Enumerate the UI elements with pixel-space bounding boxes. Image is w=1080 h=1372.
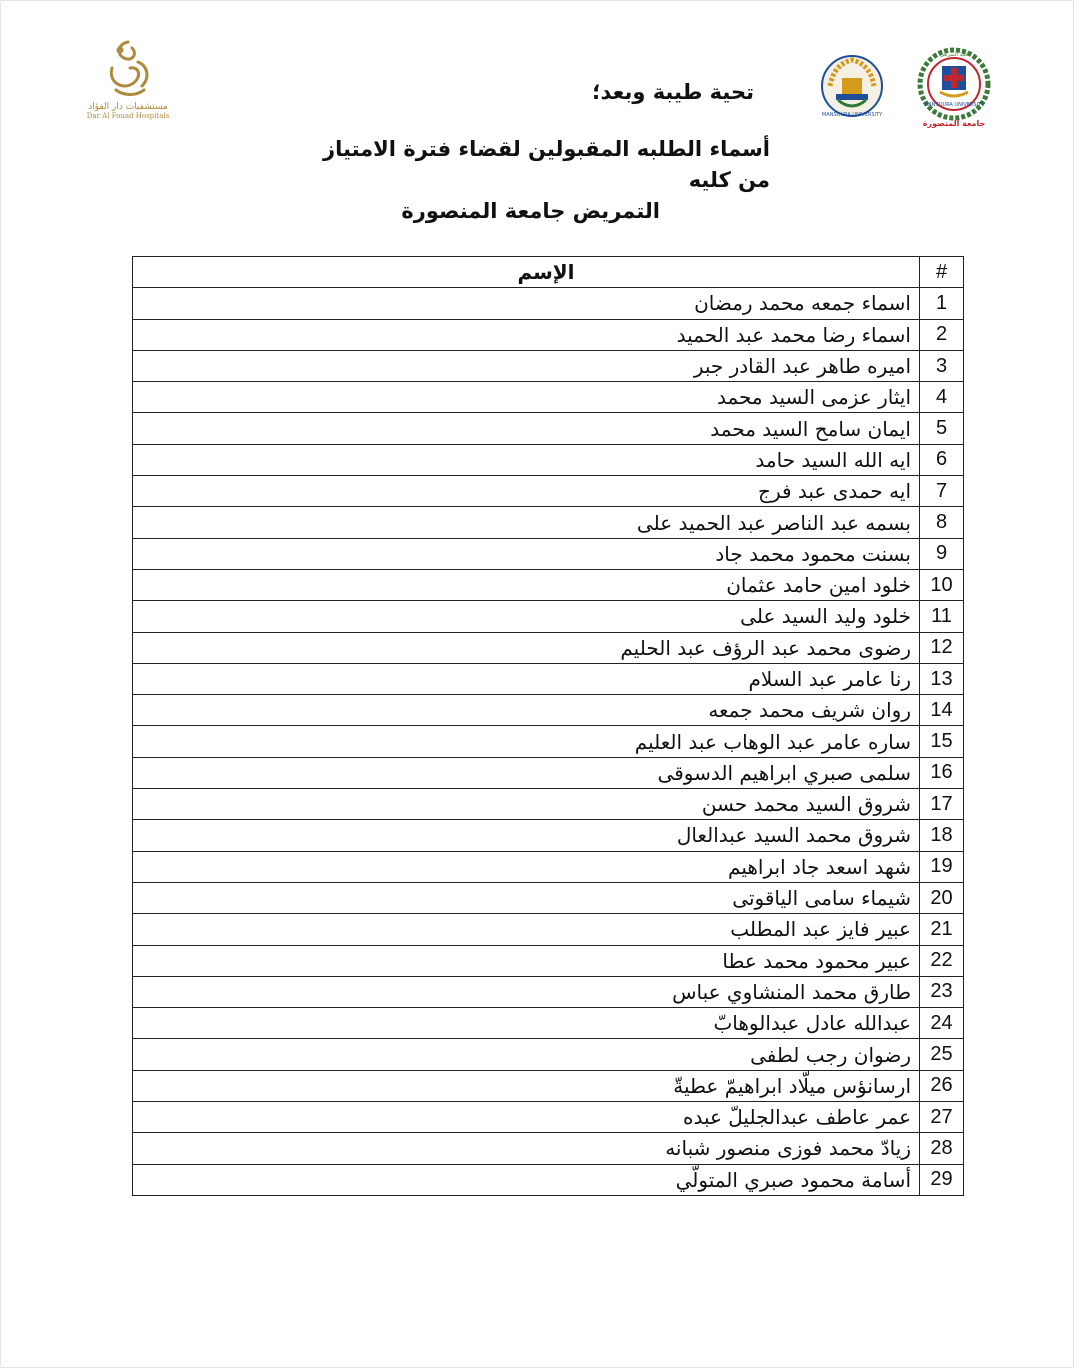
students-table (132, 256, 964, 1196)
fouad-emblem-icon (98, 38, 158, 100)
row-number: 19 (920, 851, 964, 882)
table-body (133, 288, 964, 1196)
student-name: اميره طاهر عبد القادر جبر (133, 350, 920, 381)
row-number: 15 (920, 726, 964, 757)
table-row (133, 882, 964, 913)
student-name: اسماء جمعه محمد رمضان (133, 288, 920, 319)
title-line-1: أسماء الطلبه المقبولين لقضاء فترة الامتياز من كليه (323, 137, 770, 192)
student-name: خلود وليد السيد على (133, 601, 920, 632)
student-name: ايه الله السيد حامد (133, 444, 920, 475)
student-name: ايمان سامح السيد محمد (133, 413, 920, 444)
student-name: شيماء سامى الياقوتى (133, 882, 920, 913)
row-number: 1 (920, 288, 964, 319)
seal-nursing-ar: جامعة المنصورة (922, 119, 986, 128)
page-title (300, 134, 770, 227)
column-header-number: # (920, 257, 964, 288)
seal-nursing-top: كلية التمريض (940, 52, 968, 58)
student-name: شروق السيد محمد حسن (133, 789, 920, 820)
row-number: 9 (920, 538, 964, 569)
student-name: طارق محمد المنشاوي عباس (133, 976, 920, 1007)
row-number: 25 (920, 1039, 964, 1070)
student-name: عبير فايز عبد المطلب (133, 914, 920, 945)
student-name: روان شريف محمد جمعه (133, 695, 920, 726)
table-row (133, 820, 964, 851)
greeting: تحية طيبة وبعد؛ (592, 80, 754, 104)
table-row (133, 914, 964, 945)
student-name: عبدالله عادل عبدالوهابّ (133, 1008, 920, 1039)
row-number: 24 (920, 1008, 964, 1039)
fouad-arabic-name: مستشفيات دار الفؤاد (88, 102, 168, 112)
student-name: ايه حمدى عبد فرج (133, 476, 920, 507)
table-row (133, 1164, 964, 1195)
table-row (133, 976, 964, 1007)
row-number: 7 (920, 476, 964, 507)
table-row (133, 726, 964, 757)
table-row (133, 1070, 964, 1101)
table-row (133, 1102, 964, 1133)
table-row (133, 851, 964, 882)
table-row (133, 288, 964, 319)
row-number: 16 (920, 757, 964, 788)
fouad-english-name: Dar Al Fouad Hospitals (86, 112, 170, 120)
table-row (133, 507, 964, 538)
student-name: زيادّ محمد فوزى منصور شبانه (133, 1133, 920, 1164)
dar-al-fouad-logo (78, 38, 178, 130)
table-row (133, 601, 964, 632)
student-name: ارسانؤس ميلّاد ابراهيمّ عطيةّ (133, 1070, 920, 1101)
student-name: ساره عامر عبد الوهاب عبد العليم (133, 726, 920, 757)
table-row (133, 1133, 964, 1164)
student-name: أسامة محمود صبري المتولّي (133, 1164, 920, 1195)
table-row (133, 945, 964, 976)
student-name: عبير محمود محمد عطا (133, 945, 920, 976)
row-number: 22 (920, 945, 964, 976)
row-number: 20 (920, 882, 964, 913)
row-number: 26 (920, 1070, 964, 1101)
row-number: 18 (920, 820, 964, 851)
table-row (133, 319, 964, 350)
table-row (133, 538, 964, 569)
table-row (133, 632, 964, 663)
student-name: عمر عاطف عبدالجليلّ عبده (133, 1102, 920, 1133)
row-number: 21 (920, 914, 964, 945)
student-name: رضوى محمد عبد الرؤف عبد الحليم (133, 632, 920, 663)
row-number: 8 (920, 507, 964, 538)
row-number: 11 (920, 601, 964, 632)
table-row (133, 1008, 964, 1039)
row-number: 6 (920, 444, 964, 475)
mansoura-university-seal (816, 50, 888, 120)
row-number: 5 (920, 413, 964, 444)
table-row (133, 382, 964, 413)
row-number: 2 (920, 319, 964, 350)
row-number: 28 (920, 1133, 964, 1164)
row-number: 23 (920, 976, 964, 1007)
table-row (133, 444, 964, 475)
table-row (133, 695, 964, 726)
table-row (133, 789, 964, 820)
seal-nursing-en: MANSOURA UNIVERSITY (923, 102, 985, 108)
row-number: 27 (920, 1102, 964, 1133)
seal-univ-en: MANSOURA UNIVERSITY (821, 112, 883, 118)
table-row (133, 1039, 964, 1070)
row-number: 4 (920, 382, 964, 413)
row-number: 14 (920, 695, 964, 726)
student-name: اسماء رضا محمد عبد الحميد (133, 319, 920, 350)
title-line-2: التمريض جامعة المنصورة (401, 199, 660, 223)
row-number: 10 (920, 569, 964, 600)
student-name: ايثار عزمى السيد محمد (133, 382, 920, 413)
row-number: 13 (920, 663, 964, 694)
column-header-name: الإسم (133, 257, 920, 288)
student-name: بسمه عبد الناصر عبد الحميد على (133, 507, 920, 538)
table-header-row (133, 257, 964, 288)
table-row (133, 350, 964, 381)
student-name: بسنت محمود محمد جاد (133, 538, 920, 569)
student-name: رنا عامر عبد السلام (133, 663, 920, 694)
row-number: 3 (920, 350, 964, 381)
table-row (133, 663, 964, 694)
faculty-of-nursing-seal (912, 44, 996, 130)
row-number: 12 (920, 632, 964, 663)
student-name: شروق محمد السيد عبدالعال (133, 820, 920, 851)
table-row (133, 476, 964, 507)
row-number: 29 (920, 1164, 964, 1195)
student-name: سلمى صبري ابراهيم الدسوقى (133, 757, 920, 788)
table-row (133, 757, 964, 788)
table-row (133, 413, 964, 444)
student-name: رضوان رجب لطفى (133, 1039, 920, 1070)
row-number: 17 (920, 789, 964, 820)
table-row (133, 569, 964, 600)
student-name: شهد اسعد جاد ابراهيم (133, 851, 920, 882)
student-name: خلود امين حامد عثمان (133, 569, 920, 600)
